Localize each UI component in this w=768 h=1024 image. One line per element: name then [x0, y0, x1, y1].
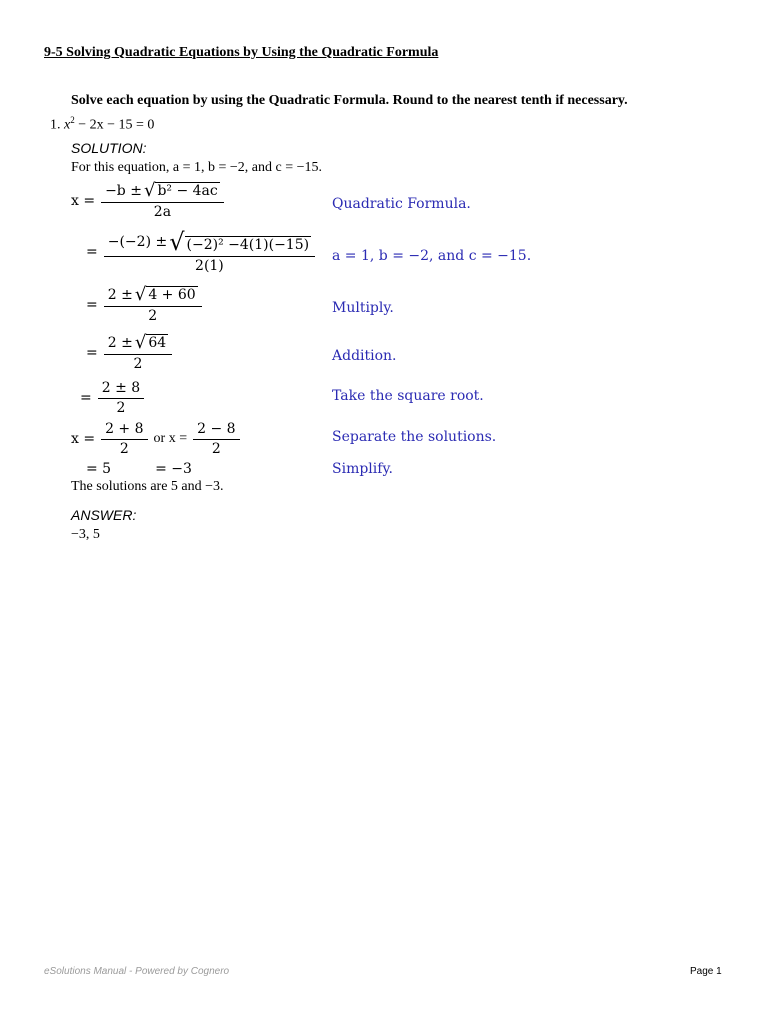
problem-statement	[50, 115, 154, 134]
solution-intro: For this equation, a = 1, b = −2, and c = −15.	[71, 160, 323, 175]
step-5-note: Take the square root.	[332, 388, 484, 404]
page-title: 9-5 Solving Quadratic Equations by Using the Quadratic Formula	[44, 45, 439, 60]
square-root-symbol: √ 4 + 60	[134, 284, 196, 305]
step-7-note: Simplify.	[332, 461, 393, 477]
step-5-equation	[80, 380, 146, 416]
result-right: = −3	[155, 461, 192, 477]
numerator-prefix: 2 ±	[107, 335, 133, 351]
step-6-note: Separate the solutions.	[332, 429, 497, 445]
denominator: 2(1)	[104, 256, 315, 274]
step-1-note: Quadratic Formula.	[332, 196, 471, 212]
denominator: 2	[101, 439, 147, 457]
step-fraction	[104, 334, 172, 372]
radicand: b² − 4ac	[157, 183, 218, 200]
step-7-equation	[86, 461, 192, 477]
square-root-symbol: √ b² − 4ac	[143, 180, 218, 201]
step-lhs: =	[80, 390, 92, 406]
step-lhs: =	[86, 345, 98, 361]
step-fraction	[104, 230, 315, 274]
step-lhs: =	[86, 244, 98, 260]
step-fraction	[98, 380, 144, 416]
step-4-equation	[86, 334, 174, 372]
denominator: 2a	[101, 202, 224, 220]
step-2-note: a = 1, b = −2, and c = −15.	[332, 248, 532, 264]
answer-label: ANSWER:	[71, 507, 137, 523]
step-lhs: x =	[71, 193, 96, 209]
step-lhs: x =	[71, 431, 96, 447]
solution-conclusion: The solutions are 5 and −3.	[71, 479, 224, 494]
instructions: Solve each equation by using the Quadratic Formula. Round to the nearest tenth if necessary.	[71, 93, 628, 108]
step-fraction-2	[193, 421, 239, 457]
square-root-symbol: √ 64	[134, 332, 167, 353]
problem-equation-rest: − 2x − 15 = 0	[74, 117, 155, 133]
step-1-equation	[71, 182, 226, 220]
numerator: 2 ± 8	[101, 380, 141, 396]
numerator-prefix: −b ±	[105, 183, 142, 199]
numerator-prefix: −(−2) ±	[107, 234, 168, 250]
answer-value: −3, 5	[71, 527, 100, 542]
step-6-equation	[71, 421, 242, 457]
numerator-2: 2 − 8	[197, 421, 236, 437]
step-3-note: Multiply.	[332, 300, 394, 316]
radicand: (−2)² −4(1)(−15)	[186, 237, 310, 254]
radicand: 64	[148, 335, 167, 352]
numerator-prefix: 2 ±	[107, 287, 133, 303]
denominator: 2	[98, 398, 144, 416]
denominator: 2	[104, 306, 202, 324]
solution-label: SOLUTION:	[71, 140, 147, 156]
step-lhs: =	[86, 297, 98, 313]
step-fraction	[101, 421, 147, 457]
numerator: 2 + 8	[105, 421, 144, 437]
page-number: Page 1	[690, 966, 722, 977]
step-fraction	[104, 286, 202, 324]
footer-credit: eSolutions Manual - Powered by Cognero	[44, 966, 230, 977]
step-fraction	[101, 182, 224, 220]
problem-exponent: 2	[70, 115, 75, 125]
radicand: 4 + 60	[148, 287, 196, 304]
step-connector: or x =	[153, 431, 188, 446]
step-3-equation	[86, 286, 204, 324]
result-left: = 5	[86, 461, 112, 477]
problem-variable: x	[64, 117, 71, 133]
denominator-2: 2	[193, 439, 239, 457]
problem-number: 1.	[50, 117, 61, 133]
step-4-note: Addition.	[332, 348, 397, 364]
square-root-symbol: √ (−2)² −4(1)(−15)	[169, 228, 310, 256]
denominator: 2	[104, 354, 172, 372]
step-2-equation	[86, 230, 317, 274]
